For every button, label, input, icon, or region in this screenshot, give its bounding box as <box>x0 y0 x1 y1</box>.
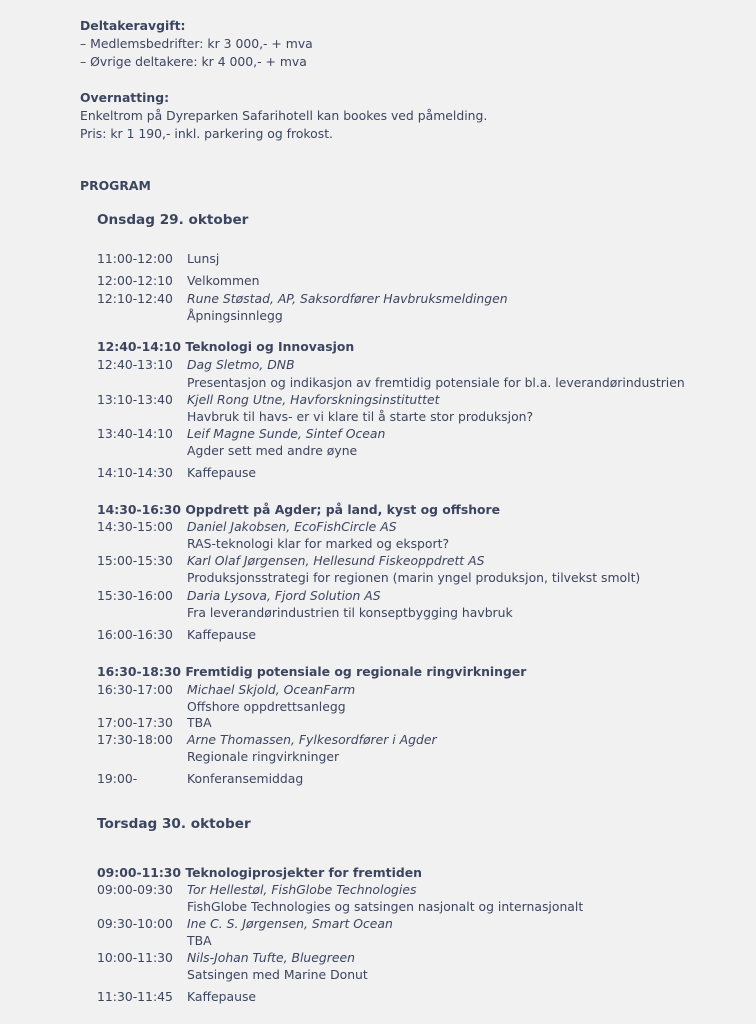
item-time: 16:30-17:00 <box>97 682 173 697</box>
item-time: 12:10-12:40 <box>97 291 173 306</box>
item-text: Offshore oppdrettsanlegg <box>187 699 346 714</box>
item-time: 14:10-14:30 <box>97 465 173 480</box>
item-speaker: Kjell Rong Utne, Havforskningsinstituttet <box>187 392 440 407</box>
lodging-line-price: Pris: kr 1 190,- inkl. parkering og frokost. <box>80 126 333 141</box>
item-speaker: Rune Støstad, AP, Saksordfører Havbruksmeldingen <box>187 291 508 306</box>
item-time: 12:00-12:10 <box>97 273 173 288</box>
item-text: Kaffepause <box>187 989 257 1004</box>
session-title: 12:40-14:10 Teknologi og Innovasjon <box>97 339 355 354</box>
item-text: Kaffepause <box>187 627 257 642</box>
item-text: Åpningsinnlegg <box>187 308 283 323</box>
item-time: 17:00-17:30 <box>97 715 173 730</box>
day-title-wednesday: Onsdag 29. oktober <box>97 212 249 228</box>
item-time: 14:30-15:00 <box>97 519 173 534</box>
item-speaker: Michael Skjold, OceanFarm <box>187 682 356 697</box>
item-time: 09:00-09:30 <box>97 882 173 897</box>
item-speaker: Daniel Jakobsen, EcoFishCircle AS <box>187 519 397 534</box>
item-text: Regionale ringvirkninger <box>187 749 340 764</box>
item-text: Agder sett med andre øyne <box>187 443 358 458</box>
item-time: 15:30-16:00 <box>97 588 173 603</box>
item-text: Havbruk til havs- er vi klare til å starte stor produksjon? <box>187 409 534 424</box>
fees-line-others: – Øvrige deltakere: kr 4 000,- + mva <box>80 54 307 69</box>
item-text: TBA <box>187 715 212 730</box>
item-time: 12:40-13:10 <box>97 357 173 372</box>
item-speaker: Nils-Johan Tufte, Bluegreen <box>187 950 355 965</box>
item-speaker: Dag Sletmo, DNB <box>187 357 295 372</box>
session-title: 09:00-11:30 Teknologiprosjekter for fremtiden <box>97 865 422 880</box>
item-text: Satsingen med Marine Donut <box>187 967 368 982</box>
day-title-thursday: Torsdag 30. oktober <box>97 816 251 832</box>
item-text: TBA <box>187 933 212 948</box>
item-speaker: Daria Lysova, Fjord Solution AS <box>187 588 381 603</box>
item-text: RAS-teknologi klar for marked og eksport? <box>187 536 450 551</box>
item-speaker: Tor Hellestøl, FishGlobe Technologies <box>187 882 417 897</box>
item-text: Presentasjon og indikasjon av fremtidig potensiale for bl.a. leverandørindustrien <box>187 375 685 390</box>
item-time: 15:00-15:30 <box>97 553 173 568</box>
item-time: 11:30-11:45 <box>97 989 173 1004</box>
item-time: 11:00-12:00 <box>97 251 173 266</box>
item-text: Produksjonsstrategi for regionen (marin yngel produksjon, tilvekst smolt) <box>187 570 641 585</box>
program-heading: PROGRAM <box>80 178 151 193</box>
item-time: 13:10-13:40 <box>97 392 173 407</box>
item-text: FishGlobe Technologies og satsingen nasjonalt og internasjonalt <box>187 899 584 914</box>
fees-line-members: – Medlemsbedrifter: kr 3 000,- + mva <box>80 36 313 51</box>
lodging-line-room: Enkeltrom på Dyreparken Safarihotell kan bookes ved påmelding. <box>80 108 488 123</box>
item-time: 10:00-11:30 <box>97 950 173 965</box>
item-text: Velkommen <box>187 273 260 288</box>
fees-heading: Deltakeravgift: <box>80 18 186 33</box>
item-text: Kaffepause <box>187 465 257 480</box>
item-text: Konferansemiddag <box>187 771 304 786</box>
item-speaker: Ine C. S. Jørgensen, Smart Ocean <box>187 916 393 931</box>
item-time: 09:30-10:00 <box>97 916 173 931</box>
session-title: 16:30-18:30 Fremtidig potensiale og regionale ringvirkninger <box>97 664 527 679</box>
item-time: 17:30-18:00 <box>97 732 173 747</box>
item-speaker: Arne Thomassen, Fylkesordfører i Agder <box>187 732 437 747</box>
item-time: 13:40-14:10 <box>97 426 173 441</box>
item-speaker: Karl Olaf Jørgensen, Hellesund Fiskeoppdrett AS <box>187 553 485 568</box>
item-time: 19:00- <box>97 771 138 786</box>
item-text: Fra leverandørindustrien til konseptbygging havbruk <box>187 605 513 620</box>
item-speaker: Leif Magne Sunde, Sintef Ocean <box>187 426 386 441</box>
lodging-heading: Overnatting: <box>80 90 170 105</box>
session-title: 14:30-16:30 Oppdrett på Agder; på land, kyst og offshore <box>97 502 501 517</box>
item-time: 16:00-16:30 <box>97 627 173 642</box>
item-text: Lunsj <box>187 251 220 266</box>
